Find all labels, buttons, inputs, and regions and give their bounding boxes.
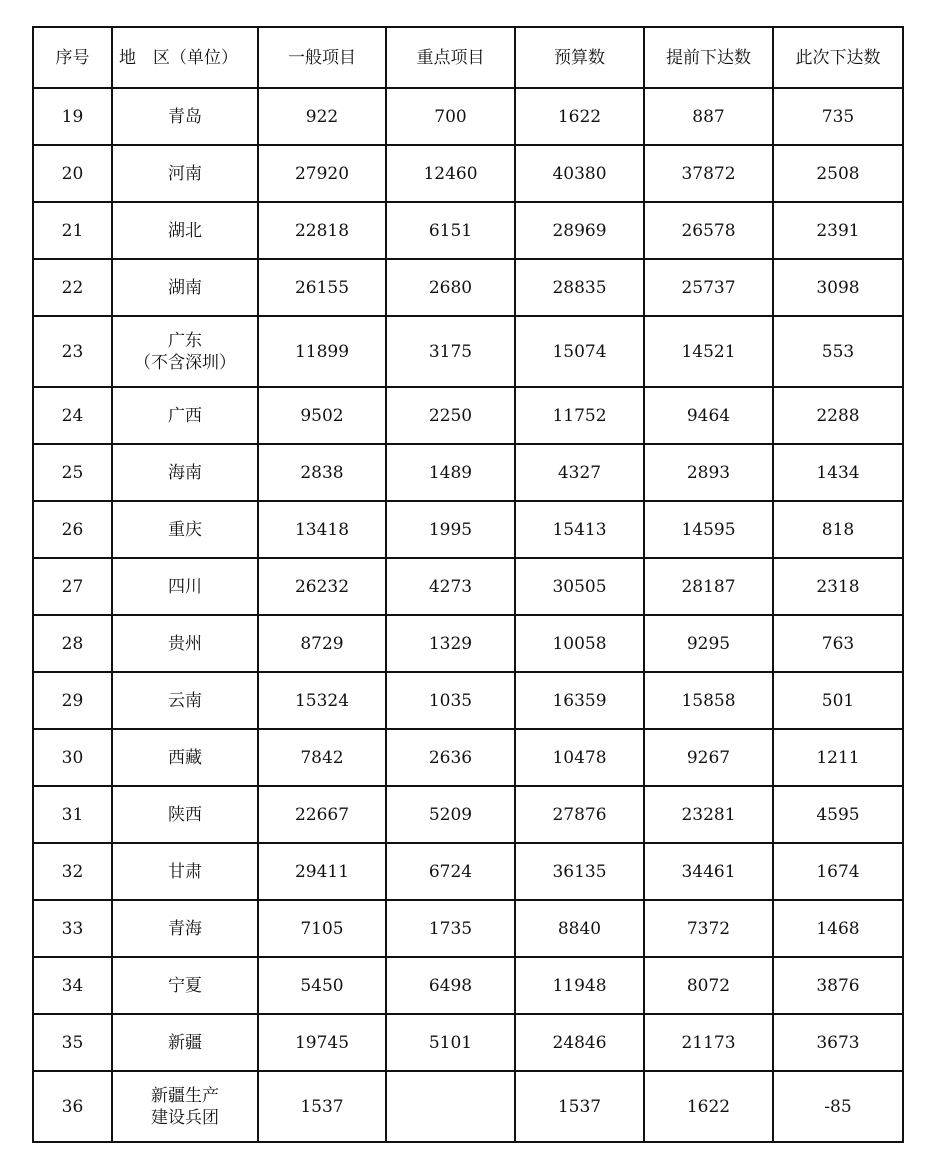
header-general-projects: 一般项目 [258,27,386,88]
header-current-issued: 此次下达数 [773,27,903,88]
current-issued-cell: 1468 [773,900,903,957]
region-cell: 广东 （不含深圳） [112,316,258,387]
table-row [33,729,903,786]
table-row [33,387,903,444]
seq-cell: 34 [33,957,112,1014]
table-row [33,786,903,843]
table-row [33,672,903,729]
general-projects-cell: 27920 [258,145,386,202]
seq-cell: 36 [33,1071,112,1142]
general-projects-cell: 13418 [258,501,386,558]
region-cell: 云南 [112,672,258,729]
region-cell: 河南 [112,145,258,202]
current-issued-cell: 501 [773,672,903,729]
budget-cell: 27876 [515,786,644,843]
key-projects-cell: 1035 [386,672,515,729]
general-projects-cell: 26155 [258,259,386,316]
header-budget: 预算数 [515,27,644,88]
key-projects-cell: 1329 [386,615,515,672]
advance-issued-cell: 23281 [644,786,773,843]
key-projects-cell: 2250 [386,387,515,444]
seq-cell: 30 [33,729,112,786]
current-issued-cell: 553 [773,316,903,387]
seq-cell: 25 [33,444,112,501]
region-cell: 广西 [112,387,258,444]
region-cell: 新疆 [112,1014,258,1071]
seq-cell: 35 [33,1014,112,1071]
budget-cell: 24846 [515,1014,644,1071]
budget-cell: 16359 [515,672,644,729]
table-row [33,444,903,501]
region-cell: 湖北 [112,202,258,259]
advance-issued-cell: 2893 [644,444,773,501]
region-cell: 青岛 [112,88,258,145]
table-row [33,202,903,259]
table-row [33,558,903,615]
seq-cell: 27 [33,558,112,615]
general-projects-cell: 1537 [258,1071,386,1142]
general-projects-cell: 7842 [258,729,386,786]
key-projects-cell: 1735 [386,900,515,957]
seq-cell: 26 [33,501,112,558]
table-row [33,1071,903,1142]
table-body [33,88,903,1142]
general-projects-cell: 29411 [258,843,386,900]
advance-issued-cell: 8072 [644,957,773,1014]
advance-issued-cell: 21173 [644,1014,773,1071]
budget-cell: 1537 [515,1071,644,1142]
key-projects-cell: 1995 [386,501,515,558]
advance-issued-cell: 15858 [644,672,773,729]
general-projects-cell: 22818 [258,202,386,259]
table-row [33,1014,903,1071]
seq-cell: 20 [33,145,112,202]
current-issued-cell: 2391 [773,202,903,259]
key-projects-cell [386,1071,515,1142]
general-projects-cell: 2838 [258,444,386,501]
seq-cell: 32 [33,843,112,900]
general-projects-cell: 922 [258,88,386,145]
current-issued-cell: 818 [773,501,903,558]
budget-cell: 11948 [515,957,644,1014]
seq-cell: 29 [33,672,112,729]
table-row [33,259,903,316]
current-issued-cell: -85 [773,1071,903,1142]
budget-cell: 1622 [515,88,644,145]
key-projects-cell: 6498 [386,957,515,1014]
current-issued-cell: 735 [773,88,903,145]
key-projects-cell: 6151 [386,202,515,259]
seq-cell: 24 [33,387,112,444]
advance-issued-cell: 14521 [644,316,773,387]
seq-cell: 19 [33,88,112,145]
budget-cell: 28969 [515,202,644,259]
current-issued-cell: 3876 [773,957,903,1014]
region-cell: 海南 [112,444,258,501]
table-row [33,145,903,202]
allocation-table [32,26,904,1143]
region-cell: 陕西 [112,786,258,843]
budget-cell: 11752 [515,387,644,444]
current-issued-cell: 1674 [773,843,903,900]
advance-issued-cell: 34461 [644,843,773,900]
table-row [33,501,903,558]
general-projects-cell: 5450 [258,957,386,1014]
current-issued-cell: 3673 [773,1014,903,1071]
current-issued-cell: 1211 [773,729,903,786]
budget-cell: 28835 [515,259,644,316]
header-seq: 序号 [33,27,112,88]
region-cell: 甘肃 [112,843,258,900]
budget-cell: 40380 [515,145,644,202]
advance-issued-cell: 9295 [644,615,773,672]
advance-issued-cell: 1622 [644,1071,773,1142]
budget-cell: 10478 [515,729,644,786]
region-cell: 四川 [112,558,258,615]
header-region: 地 区（单位） [112,27,258,88]
advance-issued-cell: 26578 [644,202,773,259]
key-projects-cell: 3175 [386,316,515,387]
budget-cell: 10058 [515,615,644,672]
table-row [33,615,903,672]
key-projects-cell: 2636 [386,729,515,786]
seq-cell: 23 [33,316,112,387]
general-projects-cell: 15324 [258,672,386,729]
current-issued-cell: 2318 [773,558,903,615]
region-cell: 重庆 [112,501,258,558]
key-projects-cell: 6724 [386,843,515,900]
general-projects-cell: 22667 [258,786,386,843]
budget-cell: 15413 [515,501,644,558]
general-projects-cell: 26232 [258,558,386,615]
current-issued-cell: 3098 [773,259,903,316]
table-row [33,900,903,957]
current-issued-cell: 2508 [773,145,903,202]
key-projects-cell: 5101 [386,1014,515,1071]
advance-issued-cell: 887 [644,88,773,145]
general-projects-cell: 8729 [258,615,386,672]
region-cell: 贵州 [112,615,258,672]
key-projects-cell: 1489 [386,444,515,501]
table-row [33,88,903,145]
seq-cell: 28 [33,615,112,672]
budget-cell: 30505 [515,558,644,615]
key-projects-cell: 700 [386,88,515,145]
table-header-row [33,27,903,88]
key-projects-cell: 4273 [386,558,515,615]
advance-issued-cell: 14595 [644,501,773,558]
key-projects-cell: 12460 [386,145,515,202]
seq-cell: 33 [33,900,112,957]
general-projects-cell: 11899 [258,316,386,387]
budget-cell: 4327 [515,444,644,501]
key-projects-cell: 2680 [386,259,515,316]
seq-cell: 21 [33,202,112,259]
region-cell: 新疆生产 建设兵团 [112,1071,258,1142]
general-projects-cell: 7105 [258,900,386,957]
header-key-projects: 重点项目 [386,27,515,88]
advance-issued-cell: 9267 [644,729,773,786]
advance-issued-cell: 25737 [644,259,773,316]
current-issued-cell: 4595 [773,786,903,843]
seq-cell: 22 [33,259,112,316]
region-cell: 宁夏 [112,957,258,1014]
budget-cell: 36135 [515,843,644,900]
region-cell: 西藏 [112,729,258,786]
table-row [33,957,903,1014]
general-projects-cell: 9502 [258,387,386,444]
current-issued-cell: 2288 [773,387,903,444]
advance-issued-cell: 28187 [644,558,773,615]
budget-cell: 15074 [515,316,644,387]
advance-issued-cell: 7372 [644,900,773,957]
key-projects-cell: 5209 [386,786,515,843]
advance-issued-cell: 9464 [644,387,773,444]
seq-cell: 31 [33,786,112,843]
current-issued-cell: 1434 [773,444,903,501]
header-advance-issued: 提前下达数 [644,27,773,88]
general-projects-cell: 19745 [258,1014,386,1071]
region-cell: 青海 [112,900,258,957]
budget-cell: 8840 [515,900,644,957]
region-cell: 湖南 [112,259,258,316]
current-issued-cell: 763 [773,615,903,672]
table-row [33,843,903,900]
table-row [33,316,903,387]
advance-issued-cell: 37872 [644,145,773,202]
